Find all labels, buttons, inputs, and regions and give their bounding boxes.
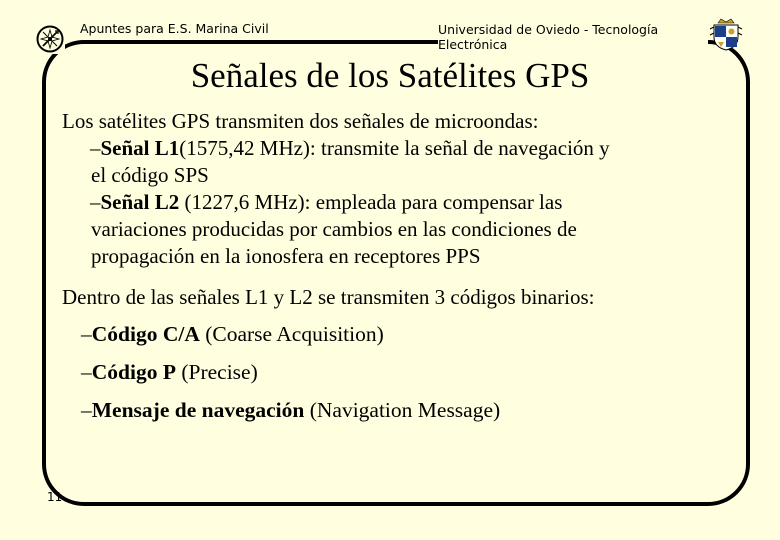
intro-text: Los satélites GPS transmiten dos señales de microondas: [62, 109, 539, 133]
list-item-l1: –Señal L1(1575,42 MHz): transmite la señal de navegación y [90, 136, 610, 160]
slide-title: Señales de los Satélites GPS [0, 52, 780, 100]
compass-rose-icon [35, 24, 65, 54]
header-course-title: Apuntes para E.S. Marina Civil [80, 21, 269, 36]
header-university: Universidad de Oviedo - Tecnología Electrónica [438, 22, 708, 52]
list-item-code: –Mensaje de navegación (Navigation Message) [81, 398, 501, 422]
university-crest-icon [708, 17, 744, 51]
list-item-code: –Código C/A (Coarse Acquisition) [81, 322, 384, 346]
list-item-l2-continuation: variaciones producidas por cambios en las condiciones de [91, 217, 577, 241]
list-item-l1-continuation: el código SPS [91, 163, 209, 187]
slide-number: 11 [47, 490, 63, 504]
codes-intro-text: Dentro de las señales L1 y L2 se transmiten 3 códigos binarios: [62, 285, 595, 309]
list-item-l2: –Señal L2 (1227,6 MHz): empleada para compensar las [90, 190, 563, 214]
list-item-l2-continuation: propagación en la ionosfera en receptores PPS [91, 244, 481, 268]
list-item-code: –Código P (Precise) [81, 360, 258, 384]
slide-body [62, 108, 742, 429]
